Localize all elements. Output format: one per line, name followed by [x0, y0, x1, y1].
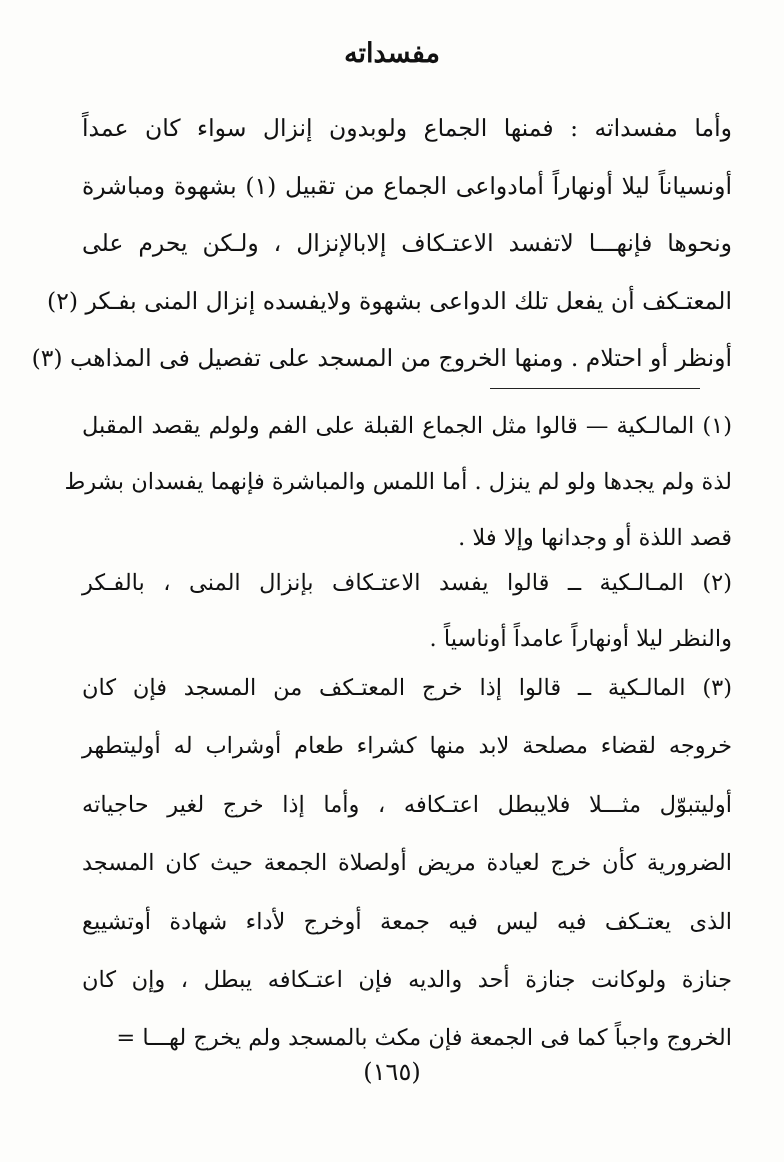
- footnote-1-line-3: قصد اللذة أو وجدانها وإلا فلا .: [458, 525, 732, 551]
- footnote-3-line-3: أوليتبوّل مثـــلا فلايبطل اعتـكافه ، وأما إذا خرج لغير حاجياته: [82, 791, 732, 818]
- main-text-line-3: ونحوها فإنهـــا لاتفسد الاعتـكاف إلابالإنزال ، ولـكن يحرم على: [82, 229, 732, 257]
- main-text-line-5: أونظر أو احتلام . ومنها الخروج من المسجد على تفصيل فى المذاهب (٣): [31, 344, 732, 372]
- footnote-1: [64, 398, 732, 566]
- footnote-3: [82, 659, 732, 1068]
- main-text-block: [31, 100, 732, 388]
- main-text-line-1: وأما مفسداته : فمنها الجماع ولوبدون إنزال سواء كان عمداً: [82, 114, 732, 142]
- footnote-3-line-2: خروجه لقضاء مصلحة لابد منها كشراء طعام أوشراب له أوليتطهر: [82, 733, 732, 760]
- footnote-3-line-6: جنازة ولوكانت جنازة أحد والديه فإن اعتـكافه يبطل ، وإن كان: [82, 966, 732, 993]
- main-text-line-4: المعتـكف أن يفعل تلك الدواعى بشهوة ولايفسده إنزال المنى بفـكر (٢): [47, 286, 732, 315]
- footnote-1-line-1: (١) المالـكية — قالوا مثل الجماع القبلة على الفم ولولم يقصد المقبل: [82, 413, 732, 439]
- footnote-3-line-1: (٣) المالـكية ــ قالوا إذا خرج المعتـكف من المسجد فإن كان: [82, 675, 732, 701]
- footnote-2: [82, 555, 732, 667]
- footnote-2-line-2: والنظر ليلا أونهاراً عامداً أوناسياً .: [429, 626, 732, 652]
- footnote-2-line-1: (٢) المـالـكية ــ قالوا يفسد الاعتـكاف بإنزال المنى ، بالفـكر: [82, 570, 732, 596]
- main-text-line-2: أونسياناً ليلا أونهاراً أمادواعى الجماع من تقبيل (١) بشهوة ومباشرة: [82, 171, 732, 200]
- page-number: (١٦٥): [363, 1058, 421, 1086]
- page-title: مفسداته: [344, 38, 440, 69]
- footnote-1-line-2: لذة ولم يجدها ولو لم ينزل . أما اللمس والمباشرة فإنهما يفسدان بشرط: [64, 469, 732, 495]
- footnote-3-line-5: الذى يعتـكف فيه ليس فيه جمعة أوخرج لأداء شهادة أوتشييع: [82, 908, 732, 935]
- footnote-3-line-4: الضرورية كأن خرج لعيادة مريض أولصلاة الجمعة حيث كان المسجد: [82, 850, 732, 877]
- footnote-3-line-7: الخروج واجباً كما فى الجمعة فإن مكث بالمسجد ولم يخرج لهـــا =: [116, 1025, 732, 1052]
- footnote-separator-rule: [490, 388, 700, 389]
